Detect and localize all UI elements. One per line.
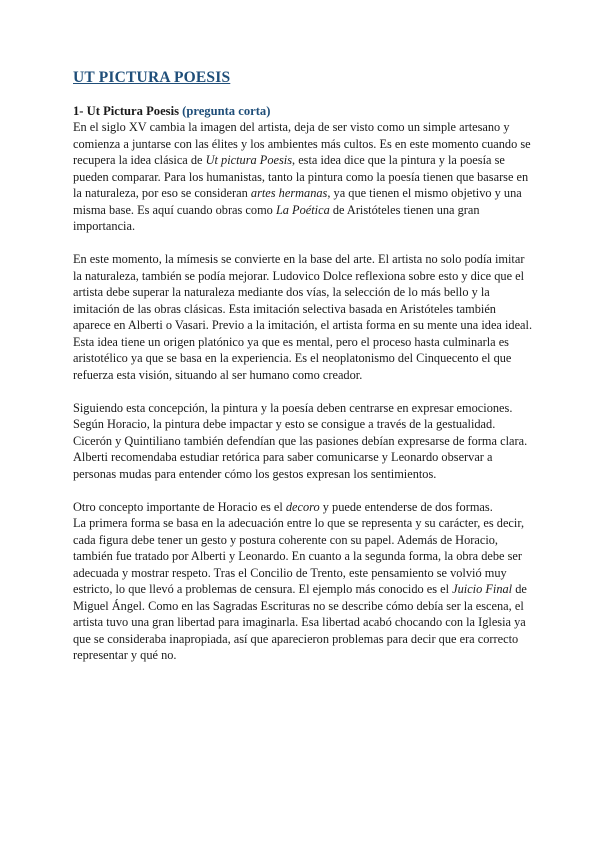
text-run: Otro concepto importante de Horacio es el [73, 499, 286, 514]
section-title: 1- Ut Pictura Poesis [73, 103, 179, 118]
text-run: de Miguel Ángel. Como en las Sagradas Escrituras no se describe cómo debía ser la escena, el artista tuvo una gran libertad para imaginarla. Esa libertad acabó chocando con la Iglesia ya que se consideraba inapropiada, así que aparecieron problemas para decir que era correcto representar y qué no. [73, 582, 527, 662]
paragraph [73, 400, 533, 483]
text-run: , esta idea dice que la pintura y la poesía se pueden comparar. Para los humanistas, tanto la pintura como la poesía tienen que basarse en la naturaleza, por eso se consideran [73, 153, 529, 200]
section-heading [73, 103, 533, 120]
italic-run: Ut pictura Poesis [205, 153, 293, 167]
paragraph [73, 251, 533, 383]
paragraph-gap [73, 235, 533, 252]
text-run: La primera forma se basa en la adecuación entre lo que se representa y su carácter, es decir, cada figura debe tener un gesto y postura coherente con su papel. Además de Horacio, también fue tratado por Alberti y Leonardo. En cuanto a la segunda forma, la obra debe ser adecuada y mostrar respeto. Tras el Concilio de Trento, este pensamiento se volvió muy estricto, lo que llevó a problemas de censura. El ejemplo más conocido es el [73, 516, 525, 596]
text-run: En el siglo XV cambia la imagen del artista, deja de ser visto como un simple artesano y comienza a juntarse con las élites y los ambientes más cultos. Es en este momento cuando se recupera la idea clásica de [73, 120, 531, 167]
paragraph [73, 515, 533, 664]
paragraph [73, 119, 533, 235]
paragraph [73, 499, 533, 516]
text-run: de Aristóteles tienen una gran importancia. [73, 202, 480, 233]
document-title: UT PICTURA POESIS [73, 69, 231, 86]
text-run: , ya que tienen el mismo objetivo y una misma base. Es aquí cuando obras como [73, 186, 522, 217]
section-tag: (pregunta corta) [182, 103, 271, 118]
italic-run: decoro [285, 499, 320, 514]
text-run: En este momento, la mímesis se convierte en la base del arte. El artista no solo podía imitar la naturaleza, también se podía mejorar. Ludovico Dolce reflexiona sobre esto y dice que el artista debe superar la naturaleza mediante dos vías, la selección de lo más bello y la imitación de las obras clásicas. Esta imitación selectiva basada en Aristóteles también aparece en Alberti o Vasari. Previo a la imitación, el artista forma en su mente una idea ideal. Esta idea tiene un origen platónico ya que es mental, pero el proceso hasta culminarla es aristotélico ya que se basa en la experiencia. Es el neoplatonismo del Cinquecento el que refuerza esta visión, situando al ser humano como creador. [73, 252, 533, 382]
document-page [73, 70, 533, 664]
italic-run: La Poética [275, 202, 330, 217]
italic-run: Juicio Final [452, 582, 513, 596]
text-run: Siguiendo esta concepción, la pintura y la poesía deben centrarse en expresar emociones. Según Horacio, la pintura debe impactar y esto se consigue a través de la gestualidad. Cicerón y Quintiliano también defendían que las pasiones debían expresarse de forma clara. Alberti recomendaba estudiar retórica para saber comunicarse y Leonardo observar a personas mudas para entender cómo los gestos expresan los sentimientos. [73, 400, 528, 481]
text-run: y puede entenderse de dos formas. [319, 499, 493, 514]
paragraph-gap [73, 383, 533, 400]
paragraph-gap [73, 482, 533, 499]
italic-run: artes hermanas [250, 186, 328, 200]
